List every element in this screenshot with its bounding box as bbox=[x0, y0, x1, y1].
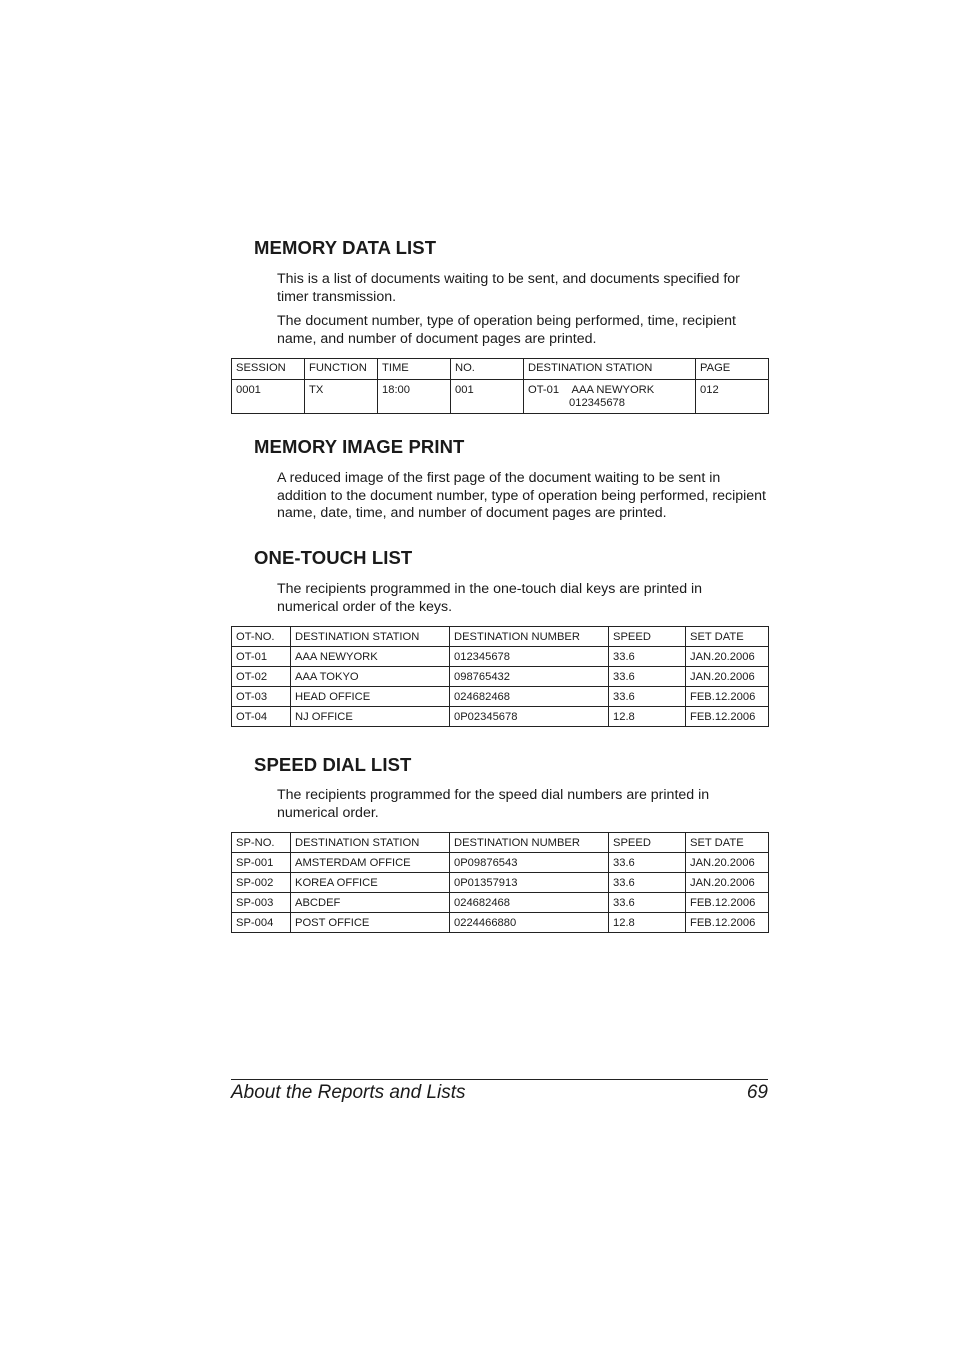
table-row bbox=[232, 893, 769, 913]
column-header: SPEED bbox=[609, 627, 686, 647]
column-header: DESTINATION STATION bbox=[524, 359, 696, 380]
table-cell-destination bbox=[524, 380, 696, 414]
table-row bbox=[232, 647, 769, 667]
table-cell: JAN.20.2006 bbox=[686, 647, 769, 667]
table-cell: SP-002 bbox=[232, 873, 291, 893]
table-cell: OT-04 bbox=[232, 707, 291, 727]
column-header: DESTINATION NUMBER bbox=[450, 833, 609, 853]
table-row bbox=[232, 380, 769, 414]
section-heading-memory-data-list: MEMORY DATA LIST bbox=[254, 237, 437, 258]
section-heading-speed-dial-list: SPEED DIAL LIST bbox=[254, 754, 412, 775]
table-cell: SP-003 bbox=[232, 893, 291, 913]
paragraph-one-touch-list: The recipients programmed in the one-touch dial keys are printed in numerical order of the keys. bbox=[277, 581, 703, 615]
one-touch-table bbox=[231, 626, 769, 727]
table-cell: FEB.12.2006 bbox=[686, 707, 769, 727]
table-cell: 33.6 bbox=[609, 873, 686, 893]
table-header-row bbox=[232, 359, 769, 380]
footer-title: About the Reports and Lists bbox=[231, 1082, 466, 1103]
column-header: SESSION bbox=[232, 359, 305, 380]
table-cell: ABCDEF bbox=[291, 893, 450, 913]
table-cell: OT-01 bbox=[232, 647, 291, 667]
destination-number: 012345678 bbox=[569, 397, 625, 409]
table-cell: 024682468 bbox=[450, 893, 609, 913]
table-cell: 012345678 bbox=[450, 647, 609, 667]
table-cell: FEB.12.2006 bbox=[686, 687, 769, 707]
table-cell: AAA NEWYORK bbox=[291, 647, 450, 667]
table-row bbox=[232, 707, 769, 727]
table-cell: HEAD OFFICE bbox=[291, 687, 450, 707]
column-header: DESTINATION STATION bbox=[291, 627, 450, 647]
column-header: SPEED bbox=[609, 833, 686, 853]
section-heading-one-touch-list: ONE-TOUCH LIST bbox=[254, 547, 413, 568]
table-cell: POST OFFICE bbox=[291, 913, 450, 933]
page-number: 69 bbox=[746, 1082, 768, 1103]
table-cell: JAN.20.2006 bbox=[686, 873, 769, 893]
paragraph-memory-image-print: A reduced image of the first page of the document waiting to be sent in addition to the document number, type of operation being performed, recipient name, date, time, and number of document pages are printed. bbox=[277, 470, 766, 522]
table-cell: 0P02345678 bbox=[450, 707, 609, 727]
table-cell-function: TX bbox=[305, 380, 378, 414]
column-header: DESTINATION STATION bbox=[291, 833, 450, 853]
table-cell: 12.8 bbox=[609, 707, 686, 727]
table-cell: 33.6 bbox=[609, 893, 686, 913]
column-header: NO. bbox=[451, 359, 524, 380]
table-cell: NJ OFFICE bbox=[291, 707, 450, 727]
table-header-row bbox=[232, 833, 769, 853]
table-cell: AMSTERDAM OFFICE bbox=[291, 853, 450, 873]
column-header: DESTINATION NUMBER bbox=[450, 627, 609, 647]
table-cell: 33.6 bbox=[609, 647, 686, 667]
column-header: SP-NO. bbox=[232, 833, 291, 853]
table-cell: 33.6 bbox=[609, 853, 686, 873]
table-cell: 33.6 bbox=[609, 667, 686, 687]
table-cell-session: 0001 bbox=[232, 380, 305, 414]
section-heading-memory-image-print: MEMORY IMAGE PRINT bbox=[254, 436, 465, 457]
column-header: PAGE bbox=[696, 359, 769, 380]
destination-code: OT-01 bbox=[528, 384, 560, 396]
table-cell: JAN.20.2006 bbox=[686, 667, 769, 687]
footer-divider bbox=[231, 1079, 768, 1080]
speed-dial-table bbox=[231, 832, 769, 933]
table-cell-no: 001 bbox=[451, 380, 524, 414]
table-cell: FEB.12.2006 bbox=[686, 913, 769, 933]
table-cell: AAA TOKYO bbox=[291, 667, 450, 687]
table-cell-time: 18:00 bbox=[378, 380, 451, 414]
table-row bbox=[232, 873, 769, 893]
table-cell: 0P01357913 bbox=[450, 873, 609, 893]
table-cell: KOREA OFFICE bbox=[291, 873, 450, 893]
memory-data-table bbox=[231, 358, 769, 414]
column-header: FUNCTION bbox=[305, 359, 378, 380]
table-row bbox=[232, 853, 769, 873]
table-cell: 024682468 bbox=[450, 687, 609, 707]
table-cell: 33.6 bbox=[609, 687, 686, 707]
table-cell: 0224466880 bbox=[450, 913, 609, 933]
paragraph-speed-dial-list: The recipients programmed for the speed dial numbers are printed in numerical order. bbox=[277, 787, 710, 821]
table-cell-page: 012 bbox=[696, 380, 769, 414]
column-header: SET DATE bbox=[686, 627, 769, 647]
table-cell: SP-001 bbox=[232, 853, 291, 873]
column-header: TIME bbox=[378, 359, 451, 380]
table-cell: 098765432 bbox=[450, 667, 609, 687]
table-cell: OT-02 bbox=[232, 667, 291, 687]
table-cell: OT-03 bbox=[232, 687, 291, 707]
paragraph-memory-data-intro: This is a list of documents waiting to be sent, and documents specified for timer transmission. bbox=[277, 271, 740, 305]
paragraph-memory-data-details: The document number, type of operation being performed, time, recipient name, and number of document pages are printed. bbox=[277, 313, 736, 347]
column-header: SET DATE bbox=[686, 833, 769, 853]
table-cell: 0P09876543 bbox=[450, 853, 609, 873]
table-row bbox=[232, 913, 769, 933]
table-row bbox=[232, 667, 769, 687]
destination-name: AAA NEWYORK bbox=[571, 384, 655, 396]
table-cell: FEB.12.2006 bbox=[686, 893, 769, 913]
table-cell: 12.8 bbox=[609, 913, 686, 933]
table-row bbox=[232, 687, 769, 707]
column-header: OT-NO. bbox=[232, 627, 291, 647]
table-cell: JAN.20.2006 bbox=[686, 853, 769, 873]
table-cell: SP-004 bbox=[232, 913, 291, 933]
table-header-row bbox=[232, 627, 769, 647]
